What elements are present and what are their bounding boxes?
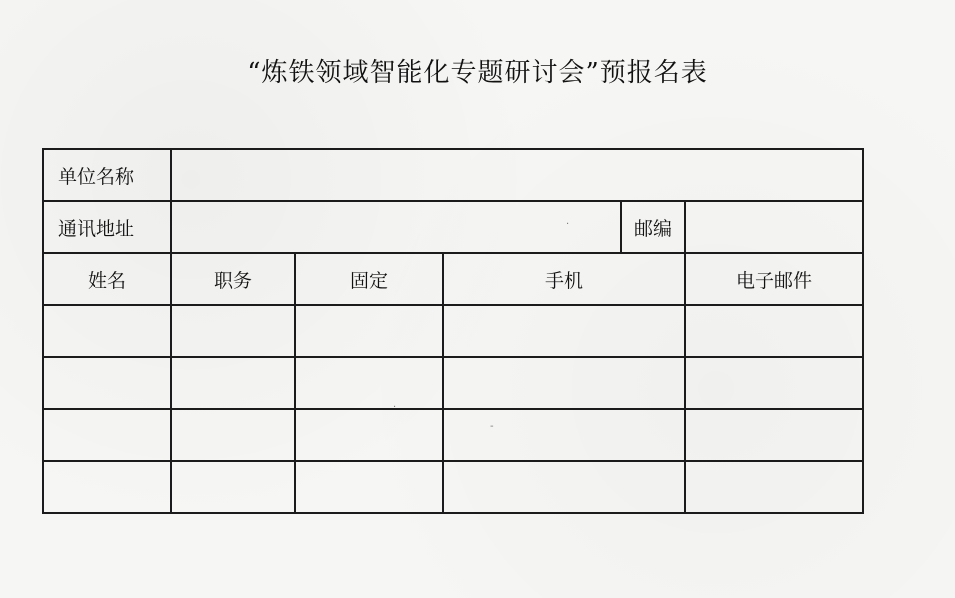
scan-speck: · — [393, 402, 397, 413]
name-cell[interactable] — [43, 409, 171, 461]
registration-form-table — [42, 148, 864, 514]
position-cell[interactable] — [171, 461, 295, 513]
table-row — [43, 305, 863, 357]
mobile-cell[interactable] — [443, 357, 685, 409]
position-cell[interactable] — [171, 409, 295, 461]
mobile-cell[interactable] — [443, 409, 685, 461]
unit-name-field[interactable] — [171, 149, 863, 201]
column-header-position: 职务 — [171, 253, 295, 305]
page-title: “炼铁领域智能化专题研讨会”预报名表 — [247, 58, 708, 88]
position-cell[interactable] — [171, 305, 295, 357]
mobile-cell[interactable] — [443, 461, 685, 513]
header-row — [43, 253, 863, 305]
scan-speck: - — [490, 421, 494, 432]
email-cell[interactable] — [685, 357, 863, 409]
landline-cell[interactable] — [295, 305, 443, 357]
email-cell[interactable] — [685, 305, 863, 357]
table-row — [43, 357, 863, 409]
address-row — [43, 201, 863, 253]
landline-cell[interactable] — [295, 461, 443, 513]
column-header-mobile: 手机 — [443, 253, 685, 305]
unit-name-label: 单位名称 — [43, 149, 171, 201]
address-label: 通讯地址 — [43, 201, 171, 253]
column-header-name: 姓名 — [43, 253, 171, 305]
mobile-cell[interactable] — [443, 305, 685, 357]
name-cell[interactable] — [43, 357, 171, 409]
address-field[interactable] — [171, 201, 621, 253]
postcode-label: 邮编 — [621, 201, 685, 253]
landline-cell[interactable] — [295, 409, 443, 461]
unit-row — [43, 149, 863, 201]
email-cell[interactable] — [685, 409, 863, 461]
name-cell[interactable] — [43, 305, 171, 357]
column-header-landline: 固定 — [295, 253, 443, 305]
name-cell[interactable] — [43, 461, 171, 513]
table-row — [43, 461, 863, 513]
postcode-field[interactable] — [685, 201, 863, 253]
table-row — [43, 409, 863, 461]
landline-cell[interactable] — [295, 357, 443, 409]
column-header-email: 电子邮件 — [685, 253, 863, 305]
scan-speck: · — [566, 219, 570, 230]
position-cell[interactable] — [171, 357, 295, 409]
email-cell[interactable] — [685, 461, 863, 513]
